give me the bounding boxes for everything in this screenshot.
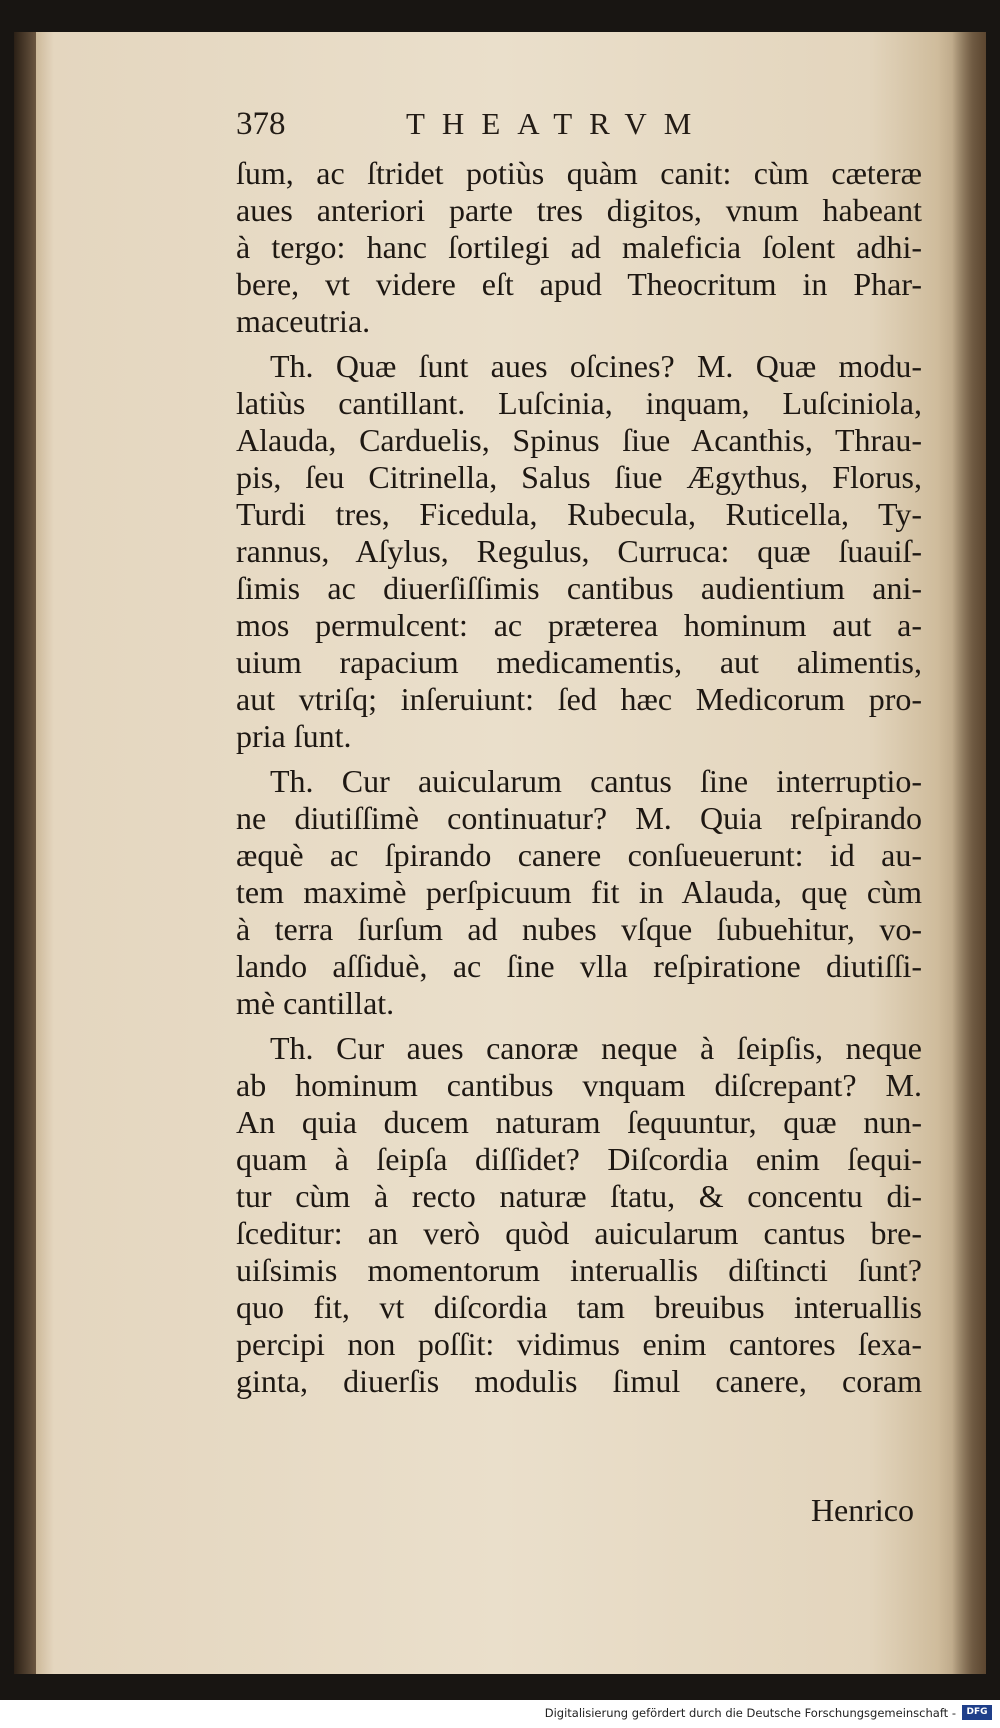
text-line: uiſsimis momentorum interuallis diſtincti ſunt? — [236, 1252, 922, 1288]
text-line: lando aſſiduè, ac ſine vlla reſpiratione diutiſſi- — [236, 948, 922, 984]
text-line: rannus, Aſylus, Regulus, Curruca: quæ ſuauiſ- — [236, 533, 922, 569]
page-header — [236, 106, 936, 152]
page-gutter-shadow — [14, 32, 36, 1674]
text-line: ſceditur: an verò quòd auicularum cantus bre- — [236, 1215, 922, 1251]
paragraph-gap — [236, 340, 922, 348]
page-number: 378 — [236, 106, 286, 142]
catchword: Henrico — [810, 1492, 914, 1528]
page-edge-shadow — [952, 32, 986, 1674]
funding-notice: Digitalisierung gefördert durch die Deutsche Forschungsgemeinschaft - — [544, 1706, 956, 1720]
text-line: à tergo: hanc ſortilegi ad maleficia ſolent adhi- — [236, 229, 922, 265]
text-line: uium rapacium medicamentis, aut alimentis, — [236, 644, 922, 680]
text-line: Th. Cur aues canoræ neque à ſeipſis, neque — [270, 1030, 922, 1066]
text-line: ab hominum cantibus vnquam diſcrepant? M. — [236, 1067, 922, 1103]
text-line: pria ſunt. — [236, 718, 352, 754]
text-line: bere, vt videre eſt apud Theocritum in Phar- — [236, 266, 922, 302]
text-line: ſum, ac ſtridet potiùs quàm canit: cùm cæteræ — [236, 155, 922, 191]
text-line: Th. Quæ ſunt aues oſcines? M. Quæ modu- — [270, 348, 922, 384]
dfg-logo-icon: DFG — [962, 1705, 992, 1720]
text-line: latiùs cantillant. Luſcinia, inquam, Luſciniola, — [236, 385, 922, 421]
text-line: à terra ſurſum ad nubes vſque ſubuehitur, vo- — [236, 911, 922, 947]
text-line: An quia ducem naturam ſequuntur, quæ nun- — [236, 1104, 922, 1140]
text-line: ne diutiſſimè continuatur? M. Quia reſpirando — [236, 800, 922, 836]
text-line: mè cantillat. — [236, 985, 395, 1021]
text-line: quo fit, vt diſcordia tam breuibus interuallis — [236, 1289, 922, 1325]
text-line: tur cùm à recto naturæ ſtatu, & concentu di- — [236, 1178, 922, 1214]
paragraph-gap — [236, 755, 922, 763]
paragraph-gap — [236, 1022, 922, 1030]
text-line: mos permulcent: ac præterea hominum aut a- — [236, 607, 922, 643]
text-line: maceutria. — [236, 303, 371, 339]
text-line: Turdi tres, Ficedula, Rubecula, Ruticella, Ty- — [236, 496, 922, 532]
text-line: aut vtriſq; inſeruiunt: ſed hæc Medicorum pro- — [236, 681, 922, 717]
text-line: Alauda, Carduelis, Spinus ſiue Acanthis, Thrau- — [236, 422, 922, 458]
text-line: quam à ſeipſa diſſidet? Diſcordia enim ſequi- — [236, 1141, 922, 1177]
footer-bar — [0, 1700, 1000, 1728]
text-line: aues anteriori parte tres digitos, vnum habeant — [236, 192, 922, 228]
text-line: ginta, diuerſis modulis ſimul canere, coram — [236, 1363, 922, 1399]
running-title: THEATRVM — [406, 106, 709, 141]
text-line: ſimis ac diuerſiſſimis cantibus audientium ani- — [236, 570, 922, 606]
text-line: pis, ſeu Citrinella, Salus ſiue Ægythus, Florus, — [236, 459, 922, 495]
body-text — [236, 155, 922, 1400]
text-line: Th. Cur auicularum cantus ſine interruptio- — [270, 763, 922, 799]
text-line: percipi non poſſit: vidimus enim cantores ſexa- — [236, 1326, 922, 1362]
text-line: tem maximè perſpicuum fit in Alauda, quę cùm — [236, 874, 922, 910]
text-line: æquè ac ſpirando canere conſueuerunt: id au- — [236, 837, 922, 873]
